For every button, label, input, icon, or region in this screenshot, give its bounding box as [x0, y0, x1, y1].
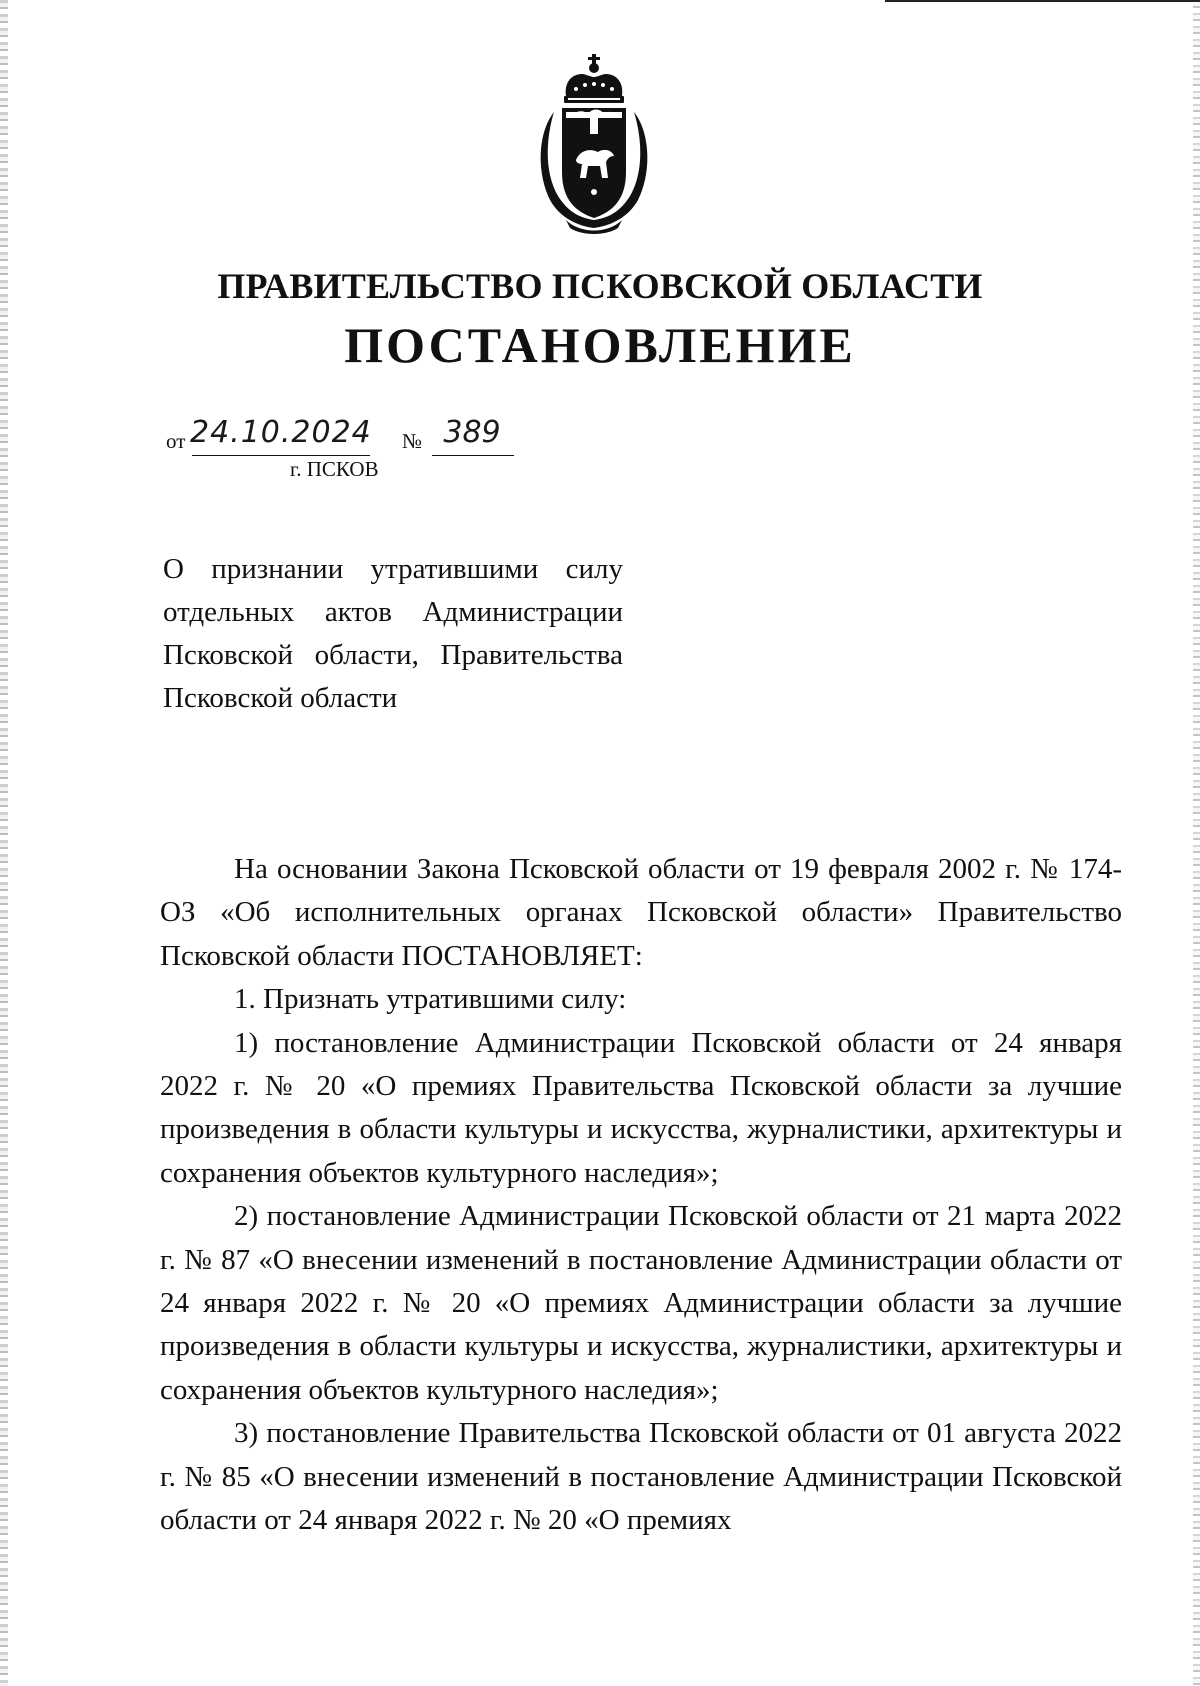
subject-line: Псковской области — [163, 682, 398, 714]
clause-1-paragraph: 1. Признать утратившими силу: — [234, 983, 627, 1016]
number-prefix: № — [402, 429, 423, 453]
scan-edge-left — [0, 0, 8, 1686]
scan-edge-right — [1193, 0, 1200, 1686]
date-underline — [192, 455, 370, 456]
subclause-3-paragraph: 3) постановление Правительства Псковской области от 01 августа 2022 г. № 85 «О внесении изменений в постановление Администрации Псковской области от 24 января 2022 г. № 20 «О премиях — [160, 1417, 1122, 1537]
document-body — [160, 848, 1122, 1543]
document-subject — [163, 548, 623, 720]
subclause-2-paragraph: 2) постановление Администрации Псковской области от 21 марта 2022 г. № 87 «О внесении изменений в постановление Администрации области от 24 января 2022 г. № 20 «О премиях Администрации области за лучшие произведения в области культуры и искусства, журналистики, архитектуры и сохранения объектов культурного наследия»; — [160, 1200, 1122, 1406]
subject-line: отдельных актов Администрации — [163, 596, 623, 628]
subject-line: О признании утратившими силу — [163, 553, 623, 585]
coat-of-arms-icon — [532, 52, 656, 236]
city-label: г. ПСКОВ — [290, 457, 379, 481]
registration-block — [166, 415, 526, 495]
number-underline — [432, 455, 514, 456]
subject-line: Псковской области, Правительства — [163, 639, 623, 671]
document-type: ПОСТАНОВЛЕНИЕ — [344, 317, 856, 373]
date-prefix: от — [166, 429, 186, 453]
handwritten-number: 389 — [443, 415, 501, 450]
preamble-paragraph: На основании Закона Псковской области от 19 февраля 2002 г. № 174-ОЗ «Об исполнительных органах Псковской области» Правительство Псковской области ПОСТАНОВЛЯЕТ: — [160, 853, 1122, 972]
organization-title: ПРАВИТЕЛЬСТВО ПСКОВСКОЙ ОБЛАСТИ — [217, 266, 983, 306]
scan-artifact-line — [885, 0, 1200, 2]
subclause-1-paragraph: 1) постановление Администрации Псковской области от 24 января 2022 г. № 20 «О премиях Правительства Псковской области за лучшие произведения в области культуры и искусства, журналистики, архитектуры и сохранения объектов культурного наследия»; — [160, 1026, 1122, 1189]
handwritten-date: 24.10.2024 — [190, 415, 372, 450]
